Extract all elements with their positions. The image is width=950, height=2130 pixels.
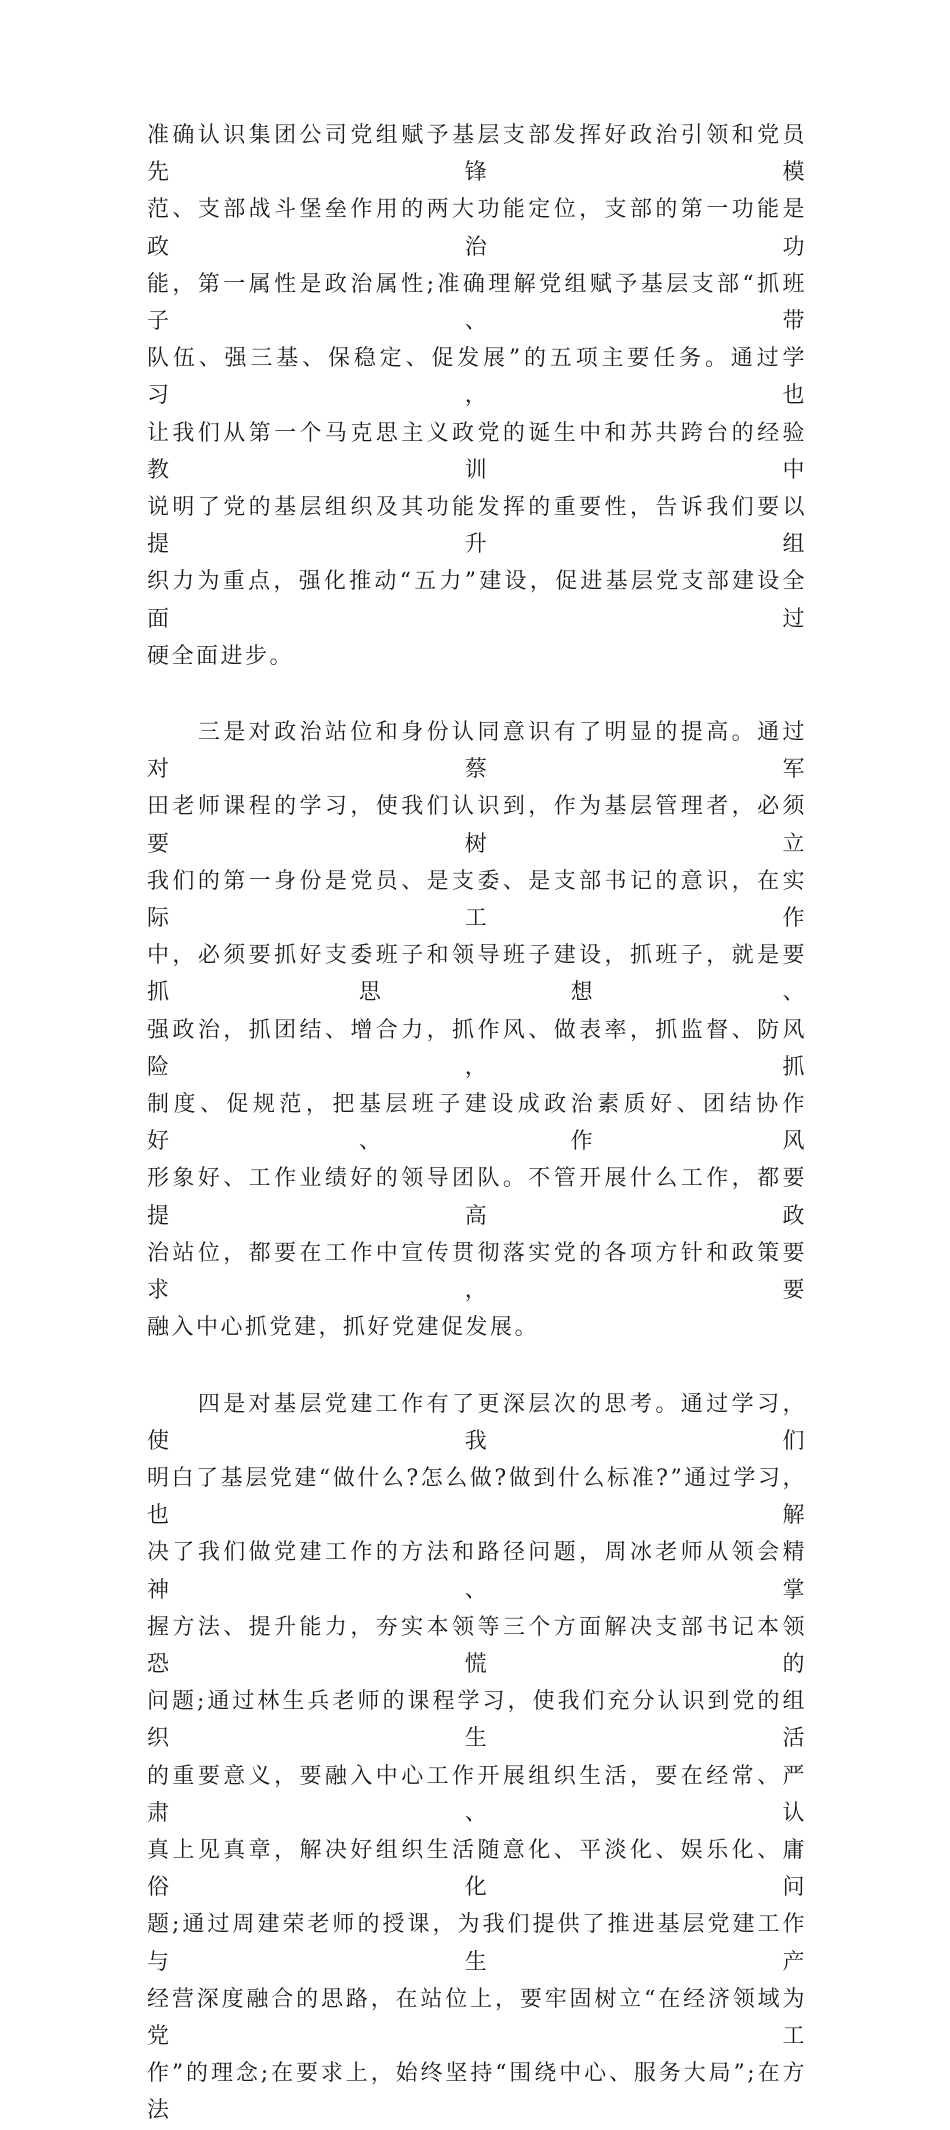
text-line: 队伍、强三基、保稳定、促发展”的五项主要任务。通过学习，也 bbox=[147, 346, 807, 409]
body-text bbox=[147, 117, 807, 2130]
text-line: 让我们从第一个马克思主义政党的诞生中和苏共跨台的经验教训中 bbox=[147, 420, 807, 483]
text-line: 说明了党的基层组织及其功能发挥的重要性，告诉我们要以提升组 bbox=[147, 495, 807, 558]
text-line: 明白了基层党建“做什么?怎么做?做到什么标准?”通过学习，也解 bbox=[147, 1465, 807, 1529]
text-line: 作”的理念;在要求上，始终坚持“围绕中心、服务大局”;在方法 bbox=[147, 2061, 807, 2124]
text-line: 中，必须要抓好支委班子和领导班子建设，抓班子，就是要抓思想、 bbox=[147, 943, 807, 1006]
text-line: 治站位，都要在工作中宣传贯彻落实党的各项方针和政策要求，要 bbox=[147, 1240, 807, 1304]
text-line: 硬全面进步。 bbox=[147, 643, 295, 669]
text-line: 握方法、提升能力，夯实本领等三个方面解决支部书记本领恐慌的 bbox=[147, 1614, 807, 1677]
paragraph-gap bbox=[147, 1347, 807, 1386]
paragraph-2 bbox=[147, 714, 807, 1346]
text-line: 的重要意义，要融入中心工作开展组织生活，要在经常、严肃、认 bbox=[147, 1763, 807, 1826]
paragraph-1 bbox=[147, 117, 807, 675]
text-line: 制度、促规范，把基层班子建设成政治素质好、团结协作好、作风 bbox=[147, 1092, 807, 1155]
text-line: 强政治，抓团结、增合力，抓作风、做表率，抓监督、防风险，抓 bbox=[147, 1017, 807, 1080]
paragraph-3 bbox=[147, 1386, 807, 2130]
text-line: 范、支部战斗堡垒作用的两大功能定位，支部的第一功能是政治功 bbox=[147, 197, 807, 260]
text-line: 田老师课程的学习，使我们认识到，作为基层管理者，必须要树立 bbox=[147, 794, 807, 857]
text-line: 真上见真章，解决好组织生活随意化、平淡化、娱乐化、庸俗化问 bbox=[147, 1837, 807, 1901]
text-line: 融入中心抓党建，抓好党建促发展。 bbox=[147, 1315, 540, 1341]
text-line: 我们的第一身份是党员、是支委、是支部书记的意识，在实际工作 bbox=[147, 868, 807, 932]
text-line: 准确认识集团公司党组赋予基层支部发挥好政治引领和党员先锋模 bbox=[147, 123, 807, 186]
text-line: 问题;通过林生兵老师的课程学习，使我们充分认识到党的组织生活 bbox=[147, 1689, 807, 1752]
text-line: 形象好、工作业绩好的领导团队。不管开展什么工作，都要提高政 bbox=[147, 1166, 807, 1229]
paragraph-gap bbox=[147, 675, 807, 714]
text-line: 题;通过周建荣老师的授课，为我们提供了推进基层党建工作与生产 bbox=[147, 1912, 807, 1975]
text-line: 三是对政治站位和身份认同意识有了明显的提高。通过对蔡军 bbox=[147, 720, 807, 783]
text-line: 经营深度融合的思路，在站位上，要牢固树立“在经济领域为党工 bbox=[147, 1986, 807, 2049]
text-line: 能，第一属性是政治属性;准确理解党组赋予基层支部“抓班子、带 bbox=[147, 271, 807, 335]
text-line: 决了我们做党建工作的方法和路径问题，周冰老师从领会精神、掌 bbox=[147, 1540, 807, 1603]
text-line: 四是对基层党建工作有了更深层次的思考。通过学习，使我们 bbox=[147, 1391, 807, 1454]
text-line: 织力为重点，强化推动“五力”建设，促进基层党支部建设全面过 bbox=[147, 569, 807, 632]
